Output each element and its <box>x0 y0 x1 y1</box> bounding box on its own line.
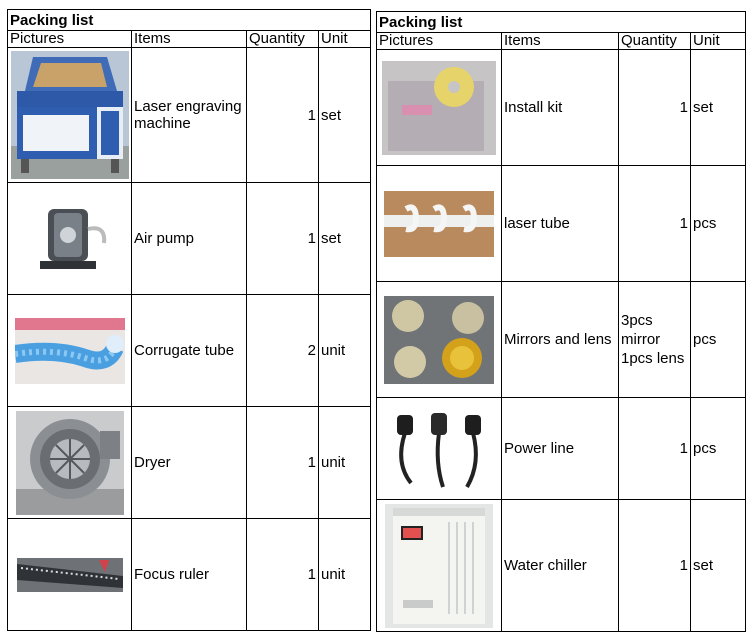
item-quantity: 2 <box>247 295 319 407</box>
item-unit: set <box>319 48 371 183</box>
picture-cell <box>8 295 132 407</box>
power-line-photo <box>385 403 493 495</box>
header-pictures: Pictures <box>8 31 132 48</box>
item-name: Mirrors and lens <box>502 282 619 398</box>
table-row <box>377 282 746 398</box>
item-quantity: 1 <box>619 398 691 500</box>
item-name: laser tube <box>502 166 619 282</box>
item-name: Install kit <box>502 50 619 166</box>
item-unit: set <box>691 500 746 632</box>
header-unit: Unit <box>319 31 371 48</box>
item-name: Focus ruler <box>132 519 247 631</box>
picture-cell <box>8 183 132 295</box>
picture-cell <box>377 398 502 500</box>
item-name: Corrugate tube <box>132 295 247 407</box>
air-pump-photo <box>20 199 120 279</box>
item-unit: pcs <box>691 398 746 500</box>
mirrors-and-lens-photo <box>384 296 494 384</box>
picture-cell <box>8 407 132 519</box>
item-unit: unit <box>319 519 371 631</box>
item-quantity: 1 <box>619 166 691 282</box>
item-quantity: 1 <box>619 50 691 166</box>
item-unit: pcs <box>691 166 746 282</box>
item-unit: unit <box>319 295 371 407</box>
item-quantity: 1 <box>247 519 319 631</box>
table-row <box>377 500 746 632</box>
item-quantity: 1 <box>247 407 319 519</box>
header-quantity: Quantity <box>247 31 319 48</box>
item-unit: pcs <box>691 282 746 398</box>
item-quantity: 1 <box>247 48 319 183</box>
packing-list-table-left <box>7 9 371 631</box>
header-items: Items <box>502 33 619 50</box>
item-name: Air pump <box>132 183 247 295</box>
table-row <box>8 519 371 631</box>
corrugate-tube-photo <box>15 318 125 384</box>
item-name: Dryer <box>132 407 247 519</box>
packing-list-table-right <box>376 11 746 632</box>
item-unit: unit <box>319 407 371 519</box>
focus-ruler-photo <box>17 558 123 592</box>
header-pictures: Pictures <box>377 33 502 50</box>
install-kit-photo <box>382 61 496 155</box>
item-name: Power line <box>502 398 619 500</box>
item-unit: set <box>691 50 746 166</box>
item-name: Water chiller <box>502 500 619 632</box>
table-row <box>377 50 746 166</box>
picture-cell <box>8 48 132 183</box>
laser-tube-photo <box>384 191 494 257</box>
picture-cell <box>377 500 502 632</box>
picture-cell <box>8 519 132 631</box>
water-chiller-photo <box>385 504 493 628</box>
table-row <box>8 407 371 519</box>
picture-cell <box>377 166 502 282</box>
header-items: Items <box>132 31 247 48</box>
item-quantity: 1 <box>247 183 319 295</box>
table-row <box>8 48 371 183</box>
header-unit: Unit <box>691 33 746 50</box>
picture-cell <box>377 282 502 398</box>
item-quantity: 3pcs mirror 1pcs lens <box>619 282 691 398</box>
table-title: Packing list <box>8 10 371 31</box>
table-row <box>8 183 371 295</box>
item-unit: set <box>319 183 371 295</box>
dryer-photo <box>16 411 124 515</box>
table-title: Packing list <box>377 12 746 33</box>
picture-cell <box>377 50 502 166</box>
laser-engraving-machine-photo <box>11 51 129 179</box>
table-row <box>377 398 746 500</box>
table-row <box>377 166 746 282</box>
item-name: Laser engraving machine <box>132 48 247 183</box>
item-quantity: 1 <box>619 500 691 632</box>
table-row <box>8 295 371 407</box>
header-quantity: Quantity <box>619 33 691 50</box>
